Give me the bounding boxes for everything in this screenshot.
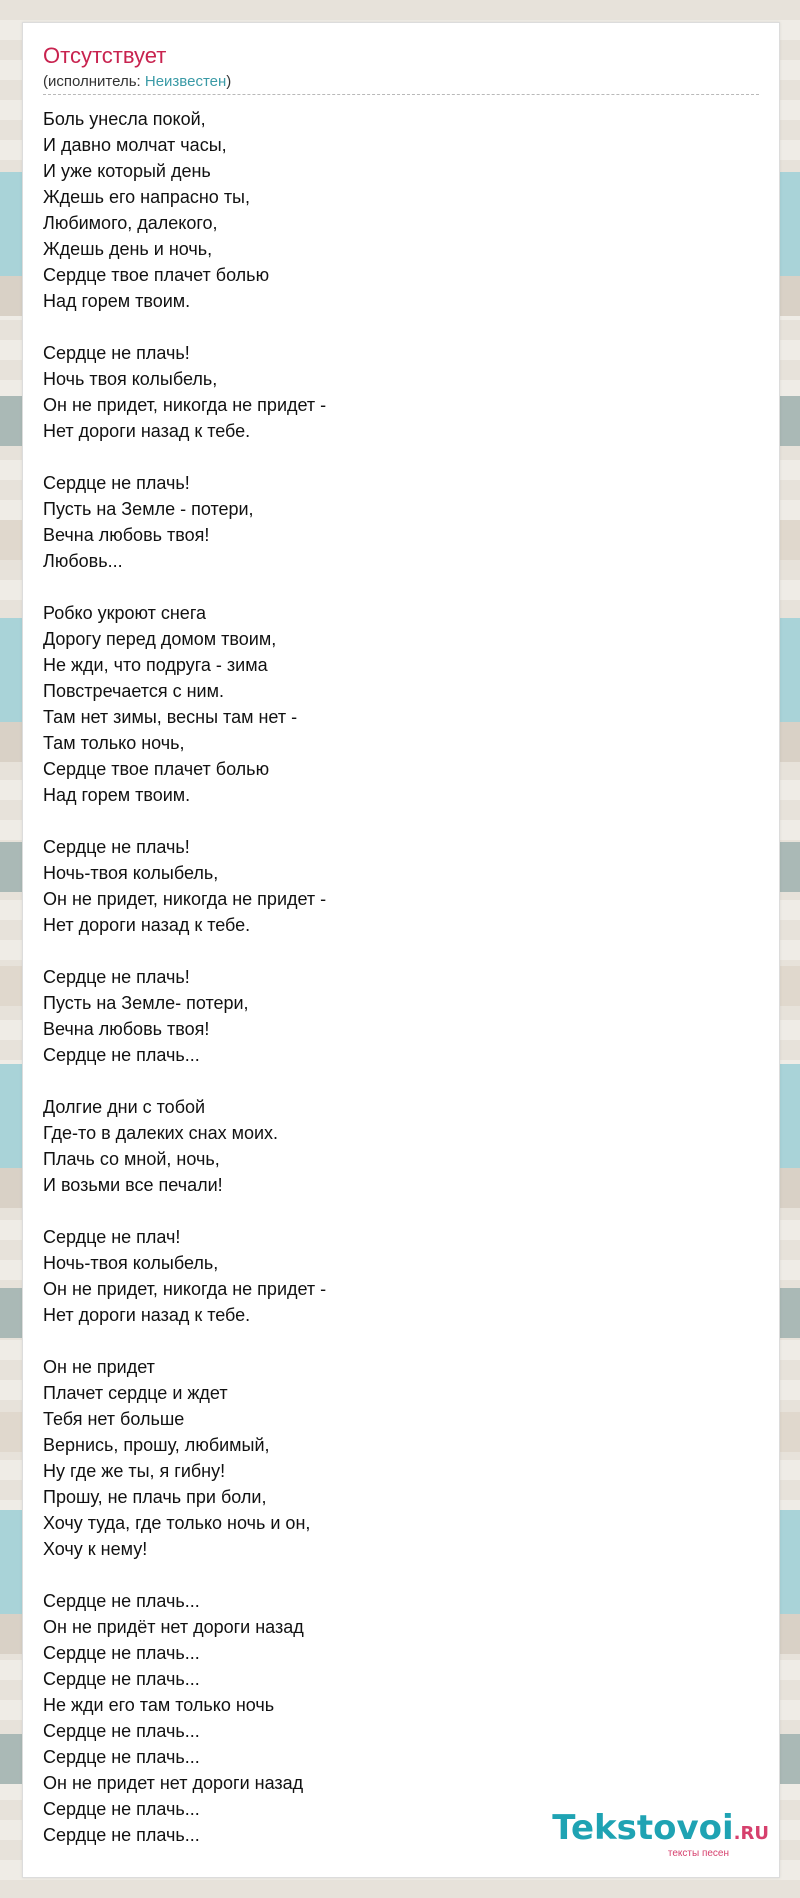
lyric-line: Не жди его там только ночь	[43, 1695, 275, 1715]
lyric-line: Он не придет, никогда не придет -	[43, 1279, 327, 1299]
lyric-line: Хочу туда, где только ночь и он,	[43, 1513, 311, 1533]
lyric-line: Плачет сердце и ждет	[43, 1383, 228, 1403]
lyric-line: Ночь-твоя колыбель,	[43, 1253, 219, 1273]
lyric-line: Вечна любовь твоя!	[43, 1019, 210, 1039]
lyric-line: Любовь...	[43, 551, 123, 571]
lyric-line: Сердце не плачь!	[43, 837, 190, 857]
lyric-line: Сердце не плачь...	[43, 1747, 200, 1767]
lyric-line: И уже который день	[43, 161, 211, 181]
lyric-line: Сердце твое плачет болью	[43, 759, 270, 779]
logo-brand	[552, 1810, 769, 1852]
stanza-gap	[43, 1198, 759, 1224]
lyric-line: Прошу, не плачь при боли,	[43, 1487, 267, 1507]
lyric-line: Пусть на Земле - потери,	[43, 499, 254, 519]
lyric-line: Ждешь день и ночь,	[43, 239, 213, 259]
lyric-line: Хочу к нему!	[43, 1539, 148, 1559]
lyric-line: Любимого, далекого,	[43, 213, 218, 233]
lyric-line: Сердце не плачь...	[43, 1045, 200, 1065]
lyric-line: Он не придет	[43, 1357, 155, 1377]
lyric-line: Ночь твоя колыбель,	[43, 369, 218, 389]
lyric-line: Сердце не плачь!	[43, 967, 190, 987]
lyric-line: Там нет зимы, весны там нет -	[43, 707, 298, 727]
lyric-line: Ночь-твоя колыбель,	[43, 863, 219, 883]
lyric-line: Ждешь его напрасно ты,	[43, 187, 250, 207]
lyric-line: Сердце не плачь...	[43, 1721, 200, 1741]
lyric-line: Робко укроют снега	[43, 603, 207, 623]
stanza-gap	[43, 1068, 759, 1094]
lyric-line: Плачь со мной, ночь,	[43, 1149, 220, 1169]
lyric-line: Он не придет, никогда не придет -	[43, 395, 327, 415]
song-title: Отсутствует	[43, 43, 167, 68]
lyric-line: Нет дороги назад к тебе.	[43, 421, 251, 441]
lyrics-card	[22, 22, 780, 1878]
performer-line	[43, 73, 231, 91]
lyric-line: Дорогу перед домом твоим,	[43, 629, 277, 649]
stanza-gap	[43, 808, 759, 834]
lyric-line: Нет дороги назад к тебе.	[43, 1305, 251, 1325]
lyric-line: Над горем твоим.	[43, 291, 191, 311]
stanza-gap	[43, 1562, 759, 1588]
lyric-line: Над горем твоим.	[43, 785, 191, 805]
lyric-line: Сердце не плачь...	[43, 1825, 200, 1845]
performer-suffix: )	[226, 73, 232, 90]
lyric-line: Долгие дни с тобой	[43, 1097, 206, 1117]
lyric-line: Сердце не плачь...	[43, 1643, 200, 1663]
stanza-gap	[43, 1328, 759, 1354]
logo-tld: .RU	[733, 1823, 769, 1844]
logo-tagline: тексты песен	[667, 1848, 729, 1859]
lyric-line: Сердце не плачь!	[43, 473, 190, 493]
lyric-line: Тебя нет больше	[43, 1409, 185, 1429]
lyric-line: Он не придет, никогда не придет -	[43, 889, 327, 909]
lyric-line: Пусть на Земле- потери,	[43, 993, 249, 1013]
stanza-gap	[43, 444, 759, 470]
lyric-line: Сердце не плачь...	[43, 1669, 200, 1689]
performer-prefix: (исполнитель:	[43, 73, 145, 90]
performer-link[interactable]: Неизвестен	[144, 73, 227, 90]
lyric-line: Сердце не плачь!	[43, 343, 190, 363]
lyric-line: Ну где же ты, я гибну!	[43, 1461, 226, 1481]
lyric-line: Там только ночь,	[43, 733, 185, 753]
lyric-line: Он не придёт нет дороги назад	[43, 1617, 304, 1637]
lyric-line: Сердце твое плачет болью	[43, 265, 270, 285]
lyric-line: Сердце не плач!	[43, 1227, 181, 1247]
lyric-line: Сердце не плачь...	[43, 1799, 200, 1819]
lyrics-text	[43, 106, 759, 1848]
logo-brand-name: Tekstovoi	[552, 1808, 734, 1848]
lyric-line: Вернись, прошу, любимый,	[43, 1435, 270, 1455]
lyric-line: Вечна любовь твоя!	[43, 525, 210, 545]
lyric-line: Сердце не плачь...	[43, 1591, 200, 1611]
lyric-line: Где-то в далеких снах моих.	[43, 1123, 279, 1143]
lyric-line: Повстречается с ним.	[43, 681, 224, 701]
lyric-line: И давно молчат часы,	[43, 135, 227, 155]
stanza-gap	[43, 574, 759, 600]
lyric-line: Он не придет нет дороги назад	[43, 1773, 304, 1793]
stanza-gap	[43, 938, 759, 964]
site-logo[interactable]	[552, 1810, 769, 1859]
stanza-gap	[43, 314, 759, 340]
lyric-line: Не жди, что подруга - зима	[43, 655, 268, 675]
lyric-line: Боль унесла покой,	[43, 109, 206, 129]
title-divider	[43, 94, 759, 95]
lyric-line: И возьми все печали!	[43, 1175, 223, 1195]
lyric-line: Нет дороги назад к тебе.	[43, 915, 251, 935]
